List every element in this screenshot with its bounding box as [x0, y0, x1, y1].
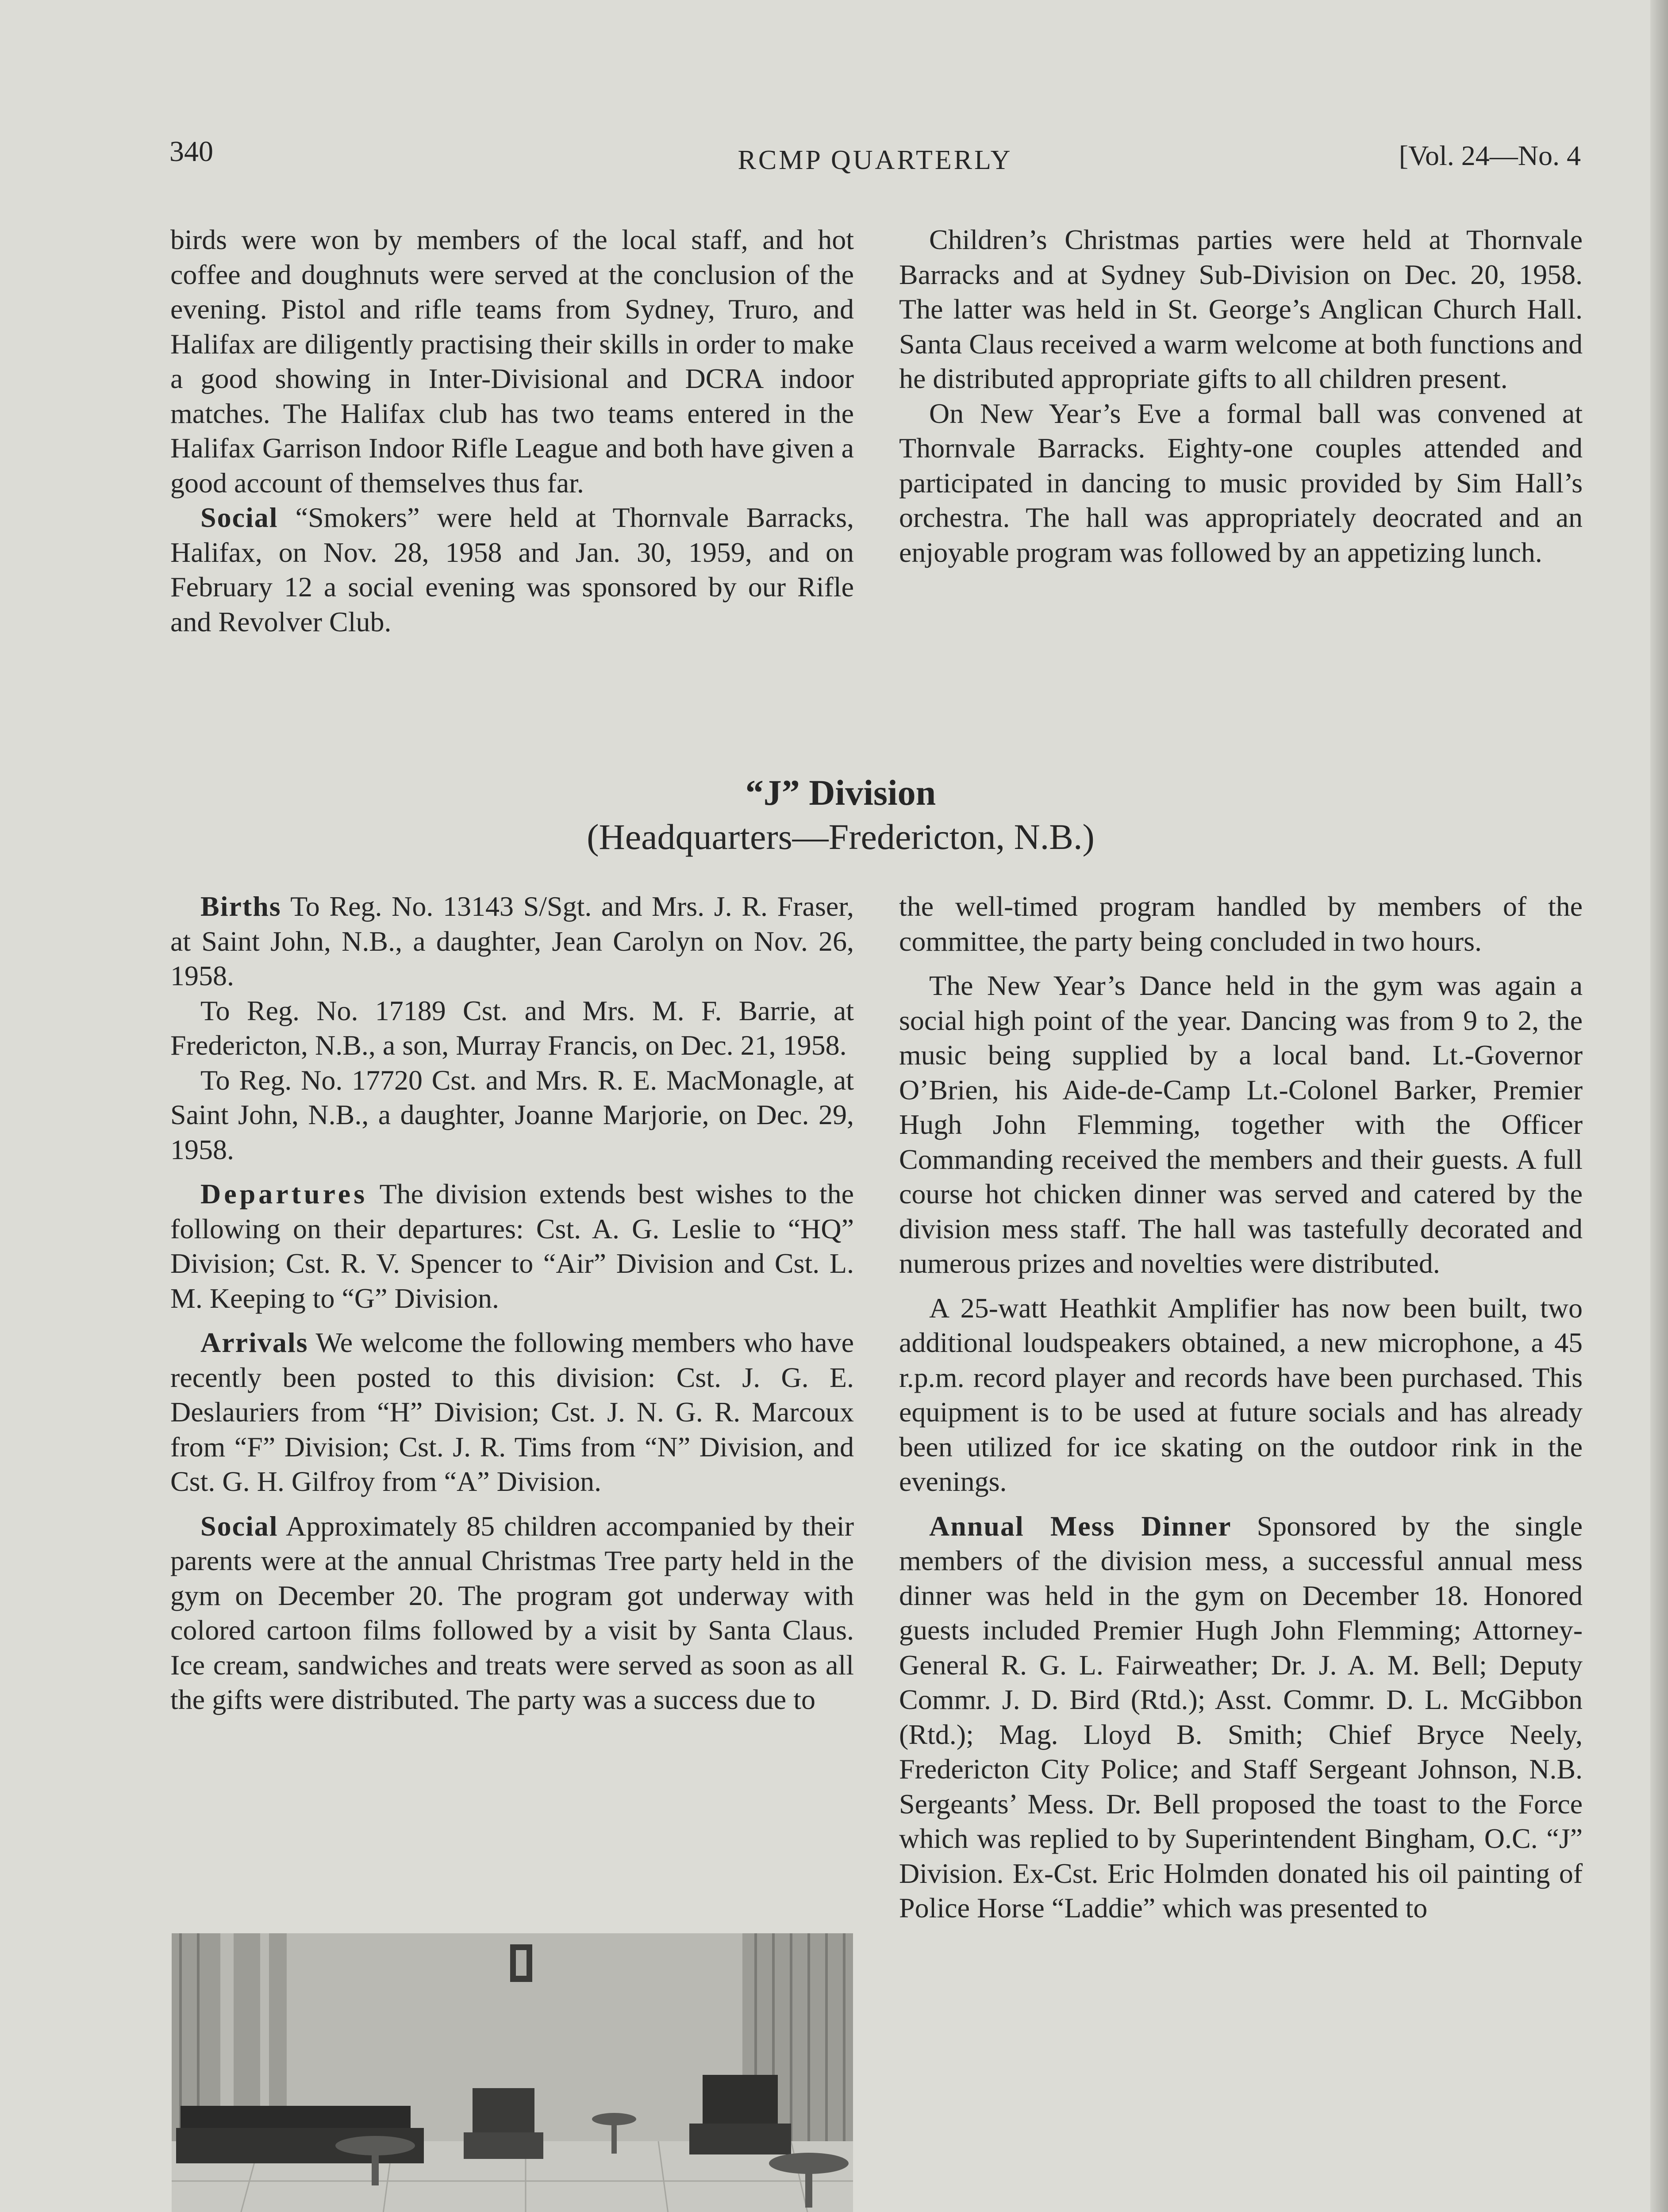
keyword-departures: Departures: [200, 1178, 368, 1210]
paragraph-mess-dinner: [899, 1509, 1583, 1926]
keyword-arrivals: Arrivals: [200, 1327, 308, 1358]
social-smokers-text: “Smokers” were held at Thornvale Barracks, Halifax, on Nov. 28, 1958 and Jan. 30, 1959, and on February 12 a social evening was sponsored by our Rifle and Revolver Club.: [170, 502, 854, 637]
arrivals-text: We welcome the following members who have recently been posted to this division: Cst. J. G. E. Deslauriers from “H” Division; Cst. J. N. G. R. Marcoux from “F” Division; Cst. J. R. Tims from “N” Division, and Cst. G. H. Gilfroy from “A” Division.: [170, 1327, 854, 1497]
sergeants-mess-photo: [172, 1933, 853, 2212]
page-edge-shadow: [1650, 0, 1668, 2212]
social-christmas-text: Approximately 85 children accompanied by their parents were at the annual Christmas Tree party held in the gym on December 20. The program got underway with colored cartoon films followed by a visit by Santa Claus. Ice cream, sandwiches and treats were served as soon as all the gifts were distributed. The party was a success due to: [170, 1510, 854, 1715]
keyword-annual-mess-dinner: Annual Mess Dinner: [929, 1510, 1232, 1542]
paragraph-births: [170, 889, 854, 994]
paragraph-departures: [170, 1177, 854, 1316]
left-column: [170, 889, 854, 1717]
paragraph-new-years-ball: On New Year’s Eve a formal ball was convened at Thornvale Barracks. Eighty-one couples attended and participated in dancing to music provided by Sim Hall’s orchestra. The hall was appropriately deocrated and an enjoyable program was followed by an appetizing lunch.: [899, 397, 1583, 568]
page-number: 340: [169, 135, 213, 168]
paragraph-births-3: To Reg. No. 17720 Cst. and Mrs. R. E. MacMonagle, at Saint John, N.B., a daughter, Joanne Marjorie, on Dec. 29, 1958.: [170, 1064, 854, 1165]
paragraph-rifle-club: birds were won by members of the local staff, and hot coffee and doughnuts were served at the conclusion of the evening. Pistol and rifle teams from Sydney, Truro, and Halifax are diligently practising their skills in order to make a good showing in Inter-Divisional and DCRA indoor matches. The Halifax club has two teams entered in the Halifax Garrison Indoor Rifle League and both have given a good account of themselves thus far.: [170, 224, 854, 499]
paragraph-well-timed: the well-timed program handled by members of the committee, the party being concluded in two hours.: [899, 891, 1583, 957]
paragraph-social-smokers: [170, 500, 854, 639]
paragraph-births-2: To Reg. No. 17189 Cst. and Mrs. M. F. Barrie, at Fredericton, N.B., a son, Murray Francis, on Dec. 21, 1958.: [170, 995, 854, 1061]
paragraph-new-years-dance: The New Year’s Dance held in the gym was again a social high point of the year. Dancing was from 9 to 2, the music being supplied by a local band. Lt.-Governor O’Brien, his Aide-de-Camp Lt.-Colonel Barker, Premier Hugh John Flemming, together with the Officer Commanding received the members and their guests. A full course hot chicken dinner was served and catered by the division mess staff. The hall was tastefully decorated and numerous prizes and novelties were distributed.: [899, 970, 1583, 1279]
section-subtitle: (Headquarters—Fredericton, N.B.): [587, 817, 1095, 857]
departures-text: The division extends best wishes to the following on their departures: Cst. A. G. Leslie to “HQ” Division; Cst. R. V. Spencer to “Air” Division and Cst. L. M. Keeping to “G” Division.: [170, 1178, 854, 1314]
journal-title: RCMP QUARTERLY: [738, 145, 1013, 175]
volume-label: [Vol. 24—No. 4: [1399, 140, 1581, 171]
right-column: [899, 889, 1583, 1926]
paragraph-amplifier: A 25-watt Heathkit Amplifier has now been built, two additional loudspeakers obtained, a new microphone, a 45 r.p.m. record player and records have been purchased. This equipment is to be used at future socials and has already been utilized for ice skating on the outdoor rink in the evenings.: [899, 1292, 1583, 1497]
paragraph-social-christmas: [170, 1509, 854, 1717]
keyword-births: Births: [200, 891, 281, 922]
births-text-1: To Reg. No. 13143 S/Sgt. and Mrs. J. R. Fraser, at Saint John, N.B., a daughter, Jean Carolyn on Nov. 26, 1958.: [170, 891, 854, 991]
keyword-social-2: Social: [200, 1510, 278, 1542]
keyword-social: Social: [200, 502, 278, 533]
mess-dinner-text: Sponsored by the single members of the division mess, a successful annual mess dinner was held in the gym on December 18. Honored guests included Premier Hugh John Flemming; Attorney-General R. G. L. Fairweather; Dr. J. A. M. Bell; Deputy Commr. J. D. Bird (Rtd.); Asst. Commr. D. L. McGibbon (Rtd.); Mag. Lloyd B. Smith; Chief Bryce Neely, Fredericton City Police; and Staff Sergeant Johnson, N.B. Sergeants’ Mess. Dr. Bell proposed the toast to the Force which was replied to by Superintendent Bingham, O.C. “J” Division. Ex-Cst. Eric Holmden donated his oil painting of Police Horse “Laddie” which was presented to: [899, 1510, 1583, 1924]
top-left-column: [170, 223, 854, 639]
top-right-column: [899, 223, 1583, 570]
paragraph-arrivals: [170, 1325, 854, 1499]
paragraph-christmas-parties: Children’s Christmas parties were held at Thornvale Barracks and at Sydney Sub-Division on Dec. 20, 1958. The latter was held in St. George’s Anglican Church Hall. Santa Claus received a warm welcome at both functions and he distributed appropriate gifts to all children present.: [899, 224, 1583, 394]
page-header: [169, 135, 1581, 192]
section-title: “J” Division: [745, 772, 936, 813]
